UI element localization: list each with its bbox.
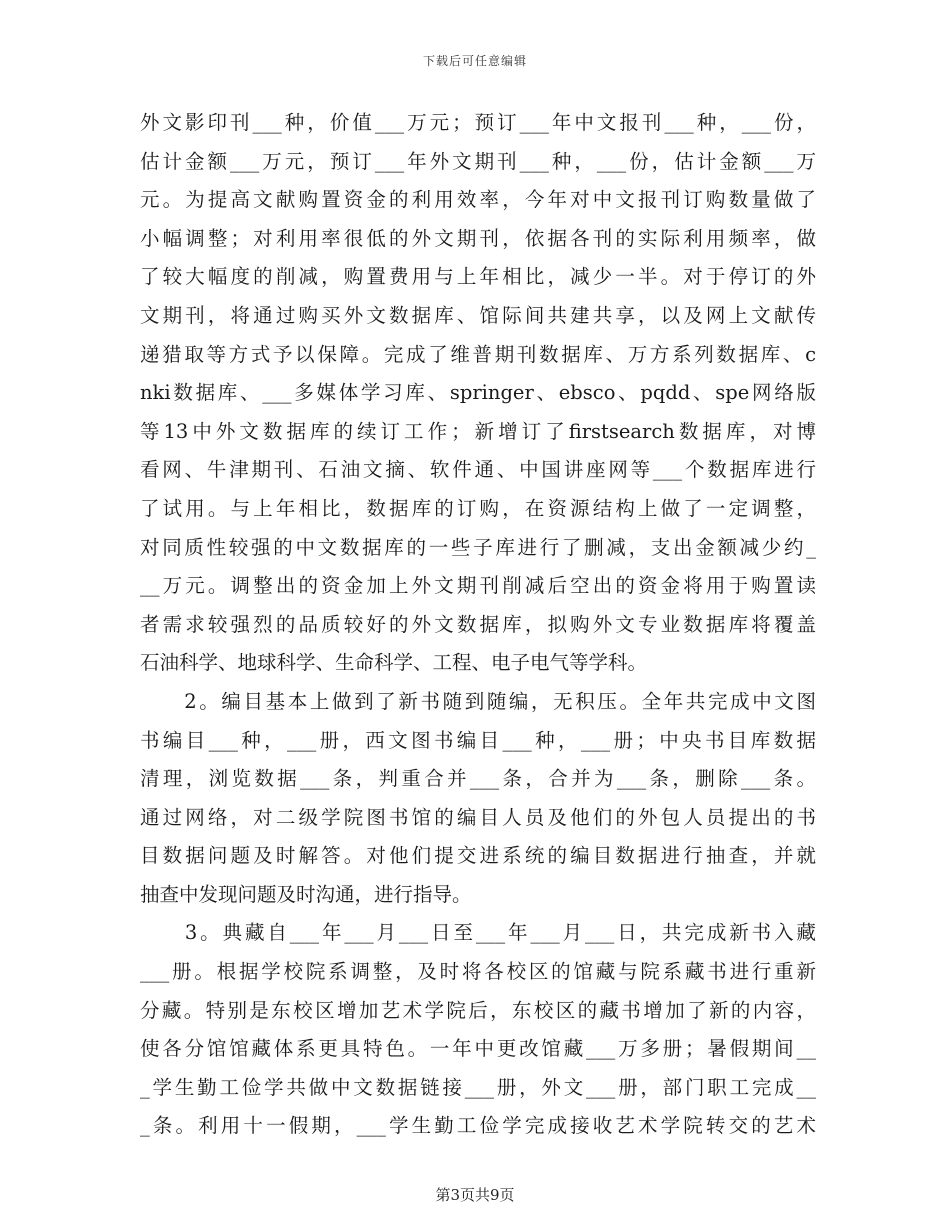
text-line: 等13中外文数据库的续订工作；新增订了firstsearch数据库，对博 <box>140 419 816 443</box>
page-header: 下载后可任意编辑 <box>422 54 527 68</box>
text-line: _条。利用十一假期，___学生勤工俭学完成接收艺术学院转交的艺术 <box>140 1114 816 1138</box>
paragraph-start-line: 3。典藏自___年___月___日至___年___月___日，共完成新书入藏 <box>140 921 816 945</box>
text-line: 小幅调整；对利用率很低的外文期刊，依据各刊的实际利用频率，做 <box>140 226 816 250</box>
page-footer: 第3页共9页 <box>435 1186 515 1204</box>
text-line: 元。为提高文献购置资金的利用效率，今年对中文报刊订购数量做了 <box>140 188 816 212</box>
text-line: 文期刊，将通过购买外文数据库、馆际间共建共享，以及网上文献传 <box>140 303 816 327</box>
text-line: 了较大幅度的削减，购置费用与上年相比，减少一半。对于停订的外 <box>140 265 816 289</box>
text-line: nki数据库、___多媒体学习库、springer、ebsco、pqdd、spe网络版 <box>140 381 816 405</box>
text-line: 通过网络，对二级学院图书馆的编目人员及他们的外包人员提出的书 <box>140 805 816 829</box>
text-line: 者需求较强烈的品质较好的外文数据库，拟购外文专业数据库将覆盖 <box>140 612 816 636</box>
text-line: 对同质性较强的中文数据库的一些子库进行了删减，支出金额减少约_ <box>140 535 816 559</box>
text-line: 书编目___种，___册，西文图书编目___种，___册；中央书目库数据 <box>140 728 816 752</box>
text-line: ___册。根据学校院系调整，及时将各校区的馆藏与院系藏书进行重新 <box>140 960 816 984</box>
text-line: 使各分馆馆藏体系更具特色。一年中更改馆藏___万多册；暑假期间__ <box>140 1037 816 1061</box>
paragraph-start-line: 2。编目基本上做到了新书随到随编，无积压。全年共完成中文图 <box>140 689 816 713</box>
text-line: 目数据问题及时解答。对他们提交进系统的编目数据进行抽查，并就 <box>140 844 816 868</box>
text-line: __万元。调整出的资金加上外文期刊削减后空出的资金将用于购置读 <box>140 574 816 598</box>
text-line: 分藏。特别是东校区增加艺术学院后，东校区的藏书增加了新的内容， <box>140 998 816 1022</box>
text-line: 看网、牛津期刊、石油文摘、软件通、中国讲座网等___个数据库进行 <box>140 458 816 482</box>
paragraph-end-line: 抽查中发现问题及时沟通，进行指导。 <box>140 882 472 906</box>
text-line: 递猎取等方式予以保障。完成了维普期刊数据库、万方系列数据库、c <box>140 342 816 366</box>
paragraph-end-line: 石油科学、地球科学、生命科学、工程、电子电气等学科。 <box>140 651 648 675</box>
text-line: 估计金额___万元，预订___年外文期刊___种，___份，估计金额___万 <box>140 149 816 173</box>
text-line: 清理，浏览数据___条，判重合并___条，合并为___条，删除___条。 <box>140 767 816 791</box>
text-line: 外文影印刊___种，价值___万元；预订___年中文报刊___种，___份， <box>140 111 816 134</box>
document-body <box>140 104 816 1146</box>
text-line: _学生勤工俭学共做中文数据链接___册，外文___册，部门职工完成__ <box>140 1075 816 1099</box>
text-line: 了试用。与上年相比，数据库的订购，在资源结构上做了一定调整， <box>140 496 816 520</box>
